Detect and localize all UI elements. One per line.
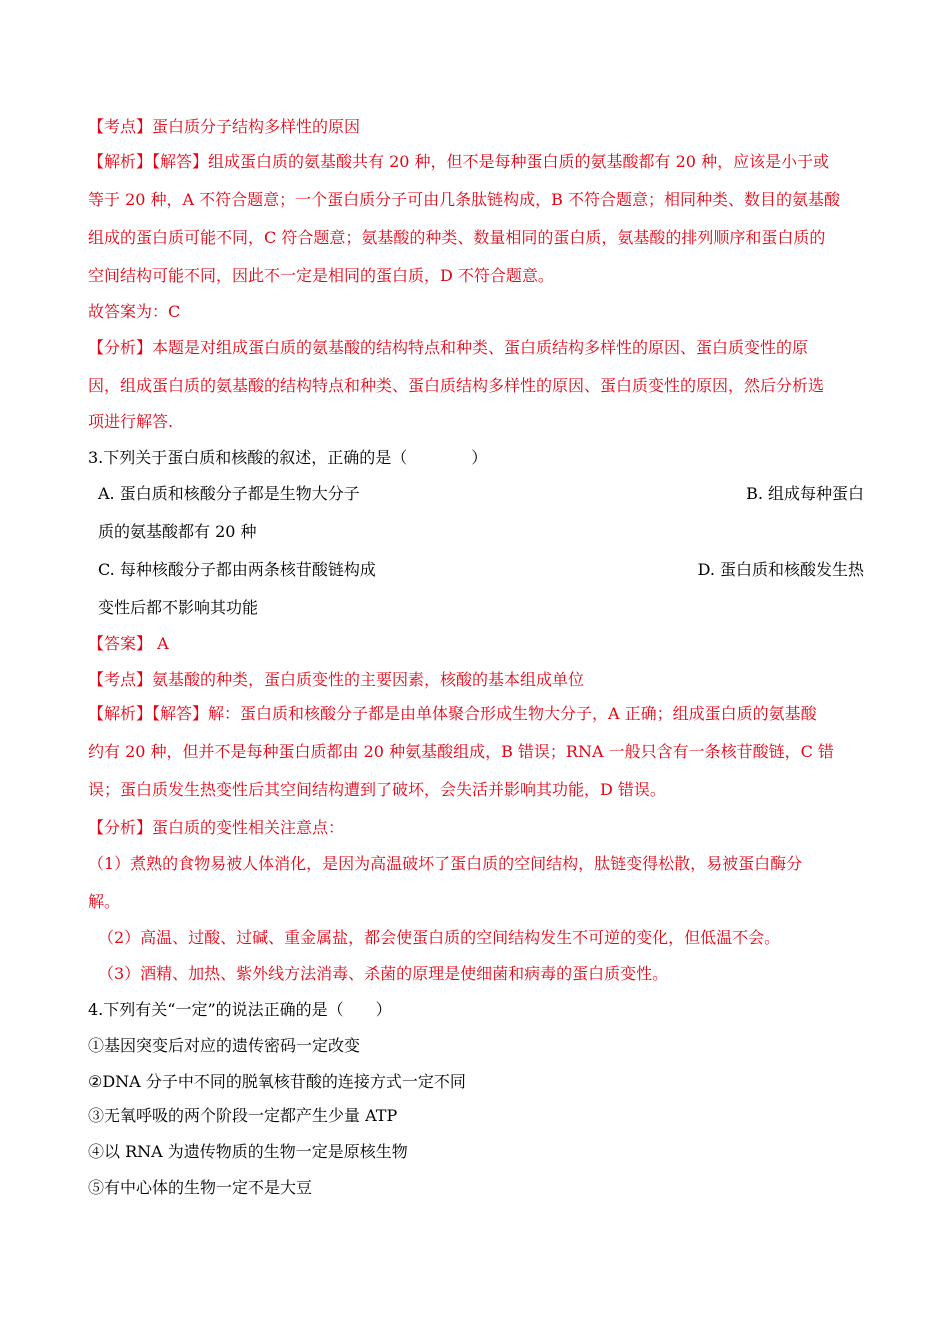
q3-fenxi-point: （3）酒精、加热、紫外线方法消毒、杀菌的原理是使细菌和病毒的蛋白质变性。 xyxy=(98,964,669,983)
q3-option-d-cont: 变性后都不影响其功能 xyxy=(98,598,259,617)
q2-jiexi-line: 等于 20 种，A 不符合题意；一个蛋白质分子可由几条肽链构成，B 不符合题意；相同种类、数目的氨基酸 xyxy=(88,190,841,209)
q3-option-a: A. 蛋白质和核酸分子都是生物大分子 xyxy=(98,484,360,503)
q3-jiexi-line: 【解析】【解答】解：蛋白质和核酸分子都是由单体聚合形成生物大分子，A 正确；组成蛋白质的氨基酸 xyxy=(88,704,817,723)
q4-item: ⑤有中心体的生物一定不是大豆 xyxy=(88,1178,313,1197)
q2-fenxi-line: 【分析】本题是对组成蛋白质的氨基酸的结构特点和种类、蛋白质结构多样性的原因、蛋白质变性的原 xyxy=(88,338,809,357)
q3-option-b-cont: 质的氨基酸都有 20 种 xyxy=(98,522,257,541)
q2-fenxi-line: 因，组成蛋白质的氨基酸的结构特点和种类、蛋白质结构多样性的原因、蛋白质变性的原因，然后分析选 xyxy=(88,376,825,395)
q3-fenxi-point: （1）煮熟的食物易被人体消化，是因为高温破坏了蛋白质的空间结构，肽链变得松散，易被蛋白酶分 xyxy=(88,854,803,873)
q4-item: ②DNA 分子中不同的脱氧核苷酸的连接方式一定不同 xyxy=(88,1072,466,1091)
q3-option-d: D. 蛋白质和核酸发生热 xyxy=(697,560,864,579)
q3-fenxi-title: 【分析】蛋白质的变性相关注意点： xyxy=(88,818,345,837)
q3-option-c: C. 每种核酸分子都由两条核苷酸链构成 xyxy=(98,560,376,579)
q3-fenxi-point: 解。 xyxy=(88,892,121,911)
q3-answer: 【答案】 A xyxy=(88,634,169,653)
q3-stem: 3.下列关于蛋白质和核酸的叙述，正确的是（ ） xyxy=(88,448,488,467)
q4-item: ④以 RNA 为遗传物质的生物一定是原核生物 xyxy=(88,1142,408,1161)
q3-jiexi-line: 误；蛋白质发生热变性后其空间结构遭到了破坏，会失活并影响其功能，D 错误。 xyxy=(88,780,666,799)
q3-kaodian: 【考点】氨基酸的种类，蛋白质变性的主要因素，核酸的基本组成单位 xyxy=(88,670,585,689)
q2-jiexi-line: 【解析】【解答】组成蛋白质的氨基酸共有 20 种，但不是每种蛋白质的氨基酸都有 20 种，应该是小于或 xyxy=(88,152,830,171)
q3-fenxi-point: （2）高温、过酸、过碱、重金属盐，都会使蛋白质的空间结构发生不可逆的变化，但低温不会。 xyxy=(98,928,781,947)
q2-answer: 故答案为：C xyxy=(88,302,181,321)
q2-jiexi-line: 组成的蛋白质可能不同，C 符合题意；氨基酸的种类、数量相同的蛋白质，氨基酸的排列顺序和蛋白质的 xyxy=(88,228,826,247)
q3-jiexi-line: 约有 20 种，但并不是每种蛋白质都由 20 种氨基酸组成，B 错误；RNA 一般只含有一条核苷酸链，C 错 xyxy=(88,742,834,761)
q3-option-b: B. 组成每种蛋白 xyxy=(746,484,864,503)
q2-jiexi-line: 空间结构可能不同，因此不一定是相同的蛋白质，D 不符合题意。 xyxy=(88,266,554,285)
q2-kaodian: 【考点】蛋白质分子结构多样性的原因 xyxy=(88,117,361,136)
q4-stem: 4.下列有关“一定”的说法正确的是（ ） xyxy=(88,1000,392,1019)
q4-item: ①基因突变后对应的遗传密码一定改变 xyxy=(88,1036,361,1055)
q2-fenxi-line: 项进行解答. xyxy=(88,412,174,431)
q4-item: ③无氧呼吸的两个阶段一定都产生少量 ATP xyxy=(88,1106,398,1125)
